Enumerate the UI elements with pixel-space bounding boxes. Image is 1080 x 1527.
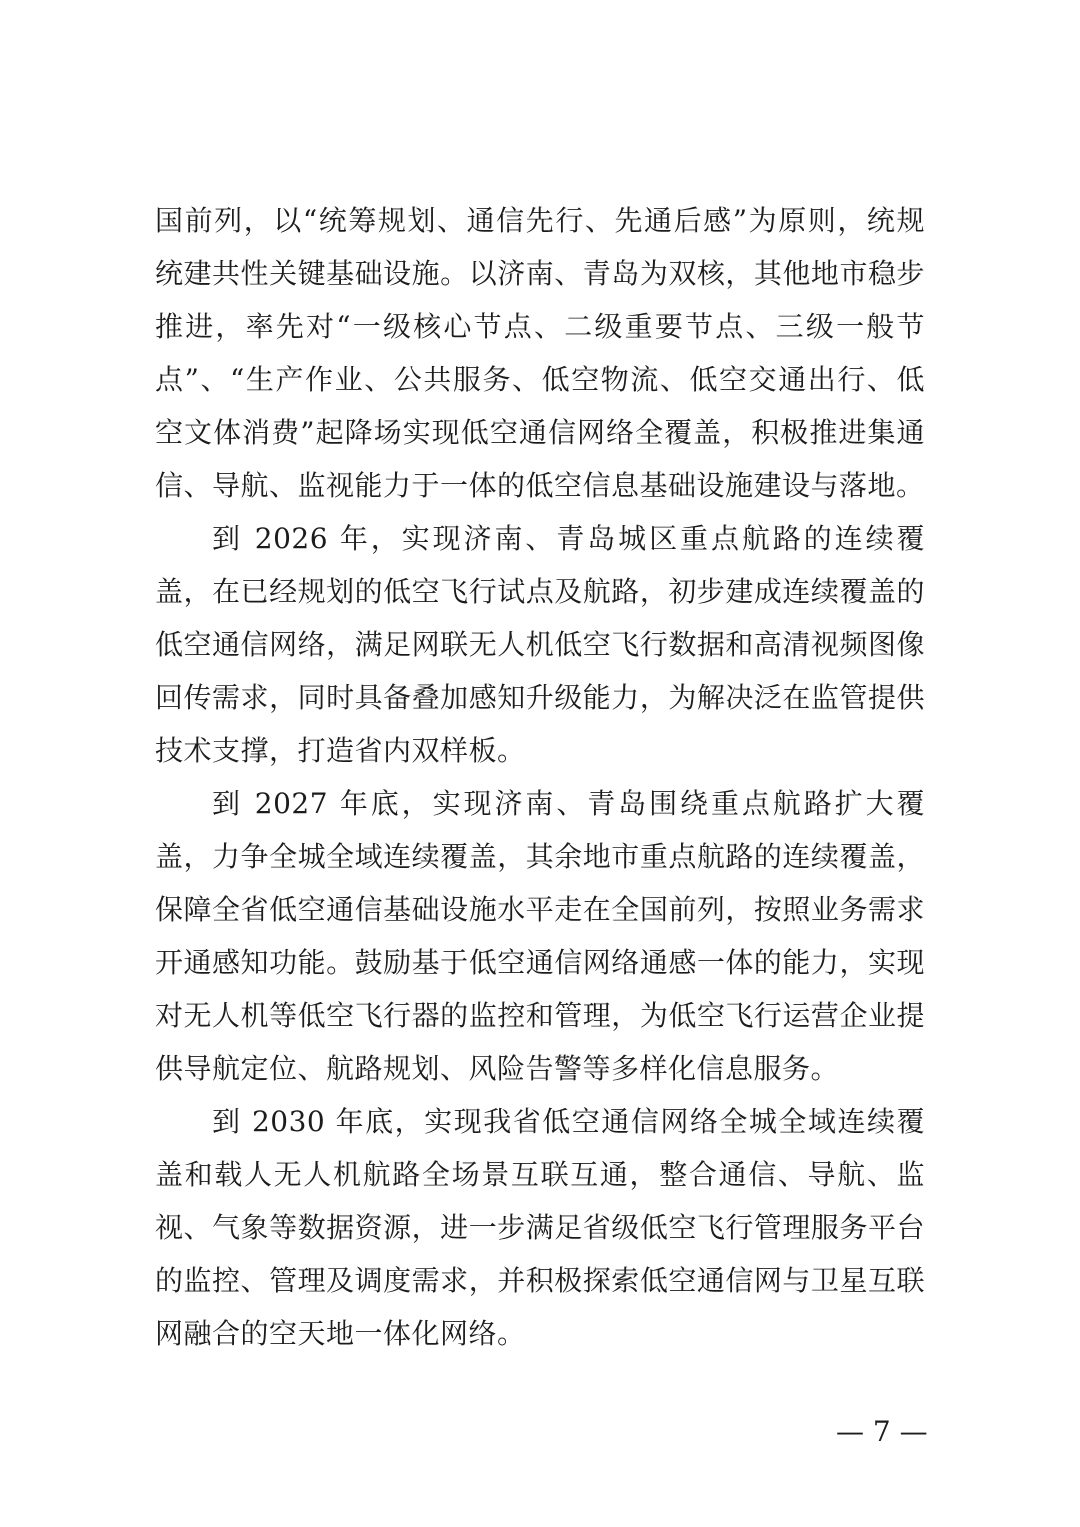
- page-number: — 7 —: [836, 1415, 928, 1448]
- paragraph-2030-goal: 到 2030 年底，实现我省低空通信网络全城全域连续覆盖和载人无人机航路全场景互联互通，整合通信、导航、监视、气象等数据资源，进一步满足省级低空飞行管理服务平台的监控、管理及调度需求，并积极探索低空通信网与卫星互联网融合的空天地一体化网络。: [155, 1105, 925, 1350]
- paragraph-2027-goal: 到 2027 年底，实现济南、青岛围绕重点航路扩大覆盖，力争全城全域连续覆盖，其余地市重点航路的连续覆盖，保障全省低空通信基础设施水平走在全国前列，按照业务需求开通感知功能。鼓励基于低空通信网络通感一体的能力，实现对无人机等低空飞行器的监控和管理，为低空飞行运营企业提供导航定位、航路规划、风险告警等多样化信息服务。: [155, 787, 925, 1085]
- paragraph-2026-goal: 到 2026 年，实现济南、青岛城区重点航路的连续覆盖，在已经规划的低空飞行试点及航路，初步建成连续覆盖的低空通信网络，满足网联无人机低空飞行数据和高清视频图像回传需求，同时具备叠加感知升级能力，为解决泛在监管提供技术支撑，打造省内双样板。: [155, 522, 925, 767]
- paragraph-continuation: 国前列，以“统筹规划、通信先行、先通后感”为原则，统规统建共性关键基础设施。以济南、青岛为双核，其他地市稳步推进，率先对“一级核心节点、二级重要节点、三级一般节点”、“生产作业、公共服务、低空物流、低空交通出行、低空文体消费”起降场实现低空通信网络全覆盖，积极推进集通信、导航、监视能力于一体的低空信息基础设施建设与落地。: [155, 204, 925, 502]
- body-text: [155, 194, 925, 1360]
